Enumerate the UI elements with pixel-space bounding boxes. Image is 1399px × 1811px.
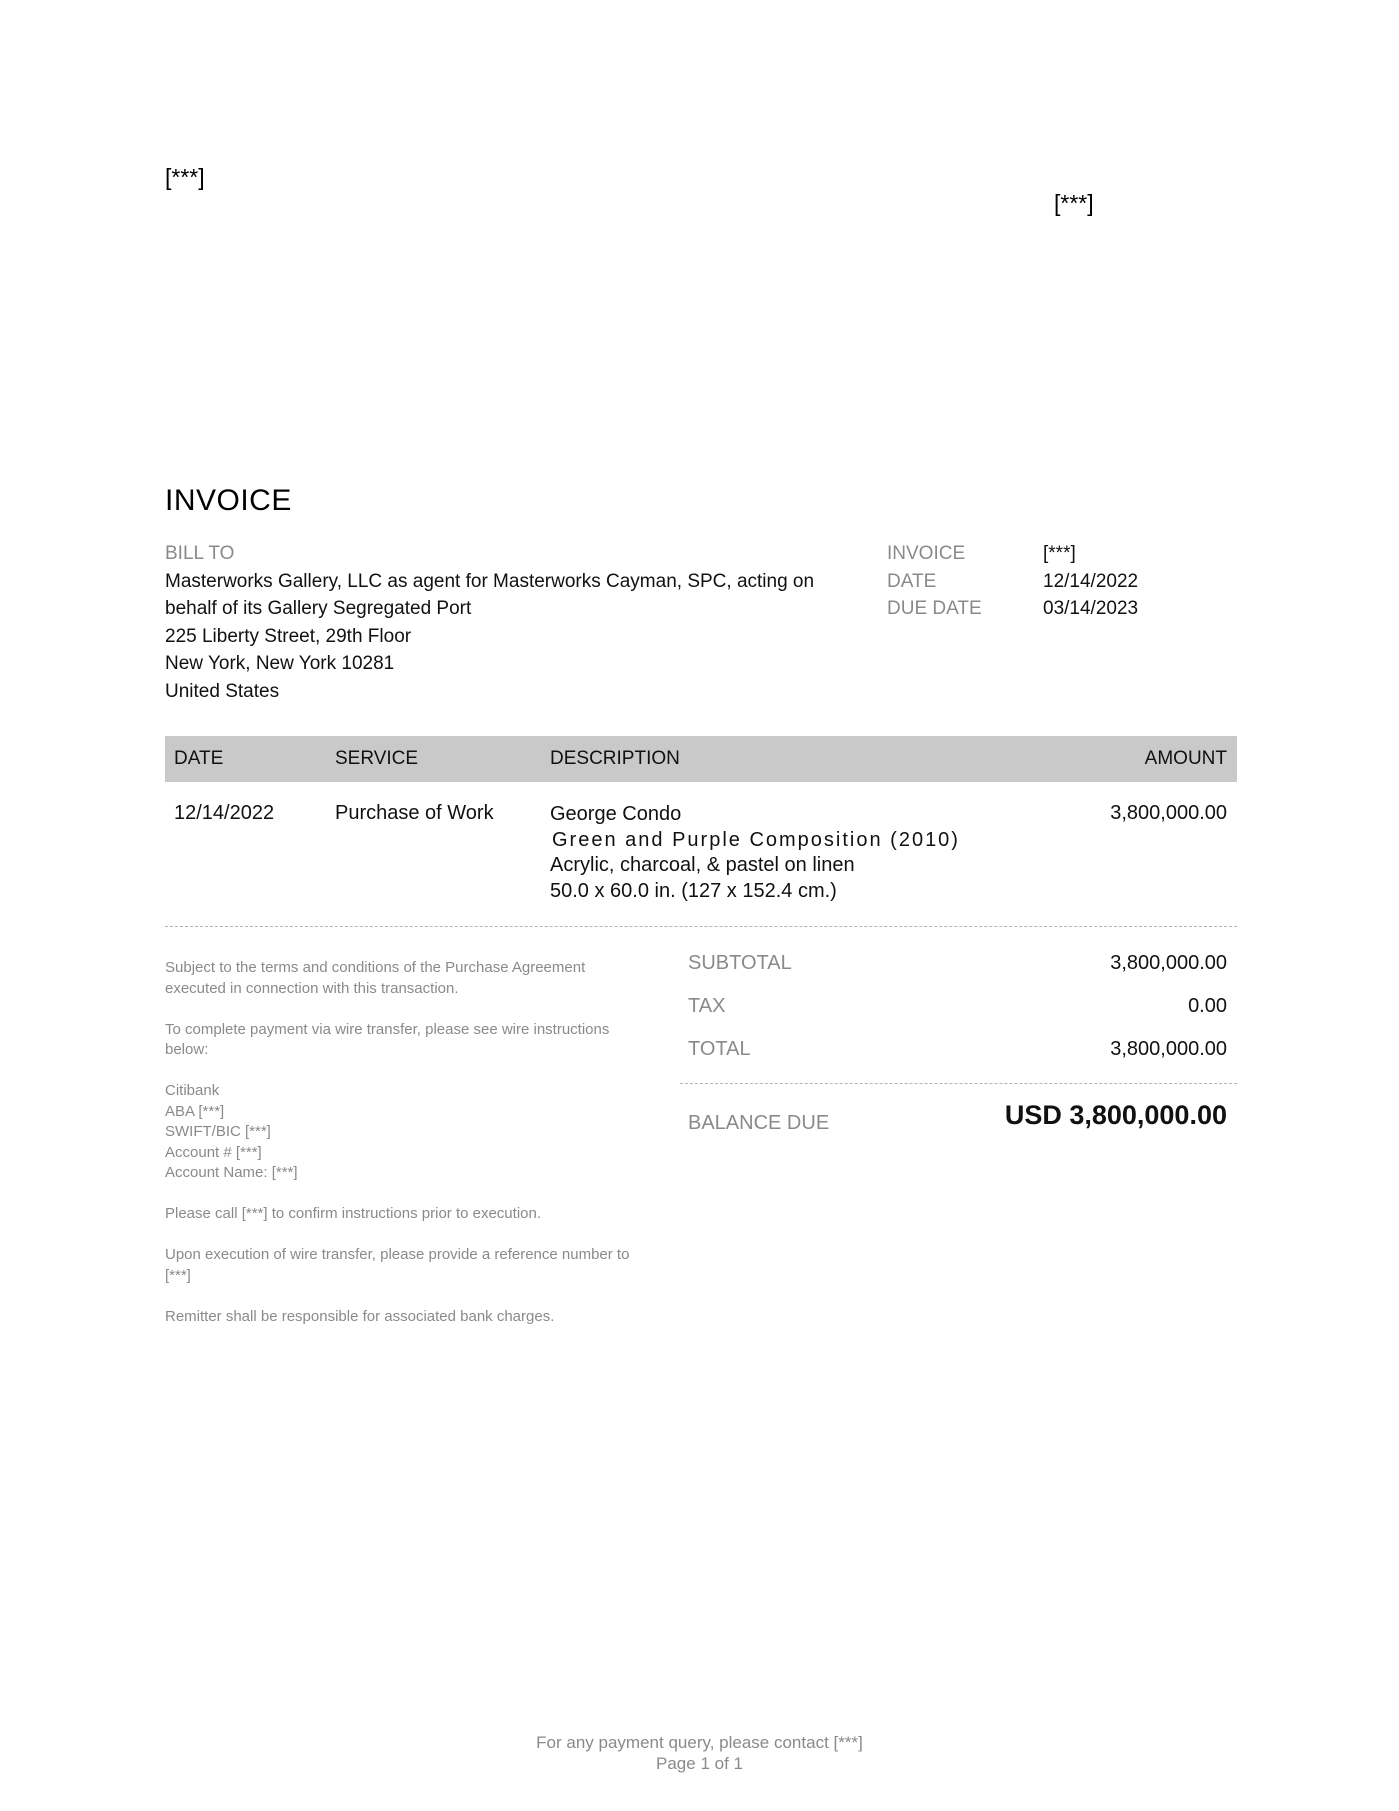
row-description [550, 802, 960, 904]
charges-note: Remitter shall be responsible for associated bank charges. [165, 1307, 555, 1325]
balance-due-row [688, 1100, 1237, 1140]
wire-instructions [165, 1081, 635, 1184]
meta-value: 03/14/2023 [1043, 598, 1139, 619]
row-date: 12/14/2022 [174, 802, 275, 824]
footer-contact: For any payment query, please contact [***] [536, 1733, 863, 1752]
subtotal-label: SUBTOTAL [688, 952, 792, 974]
meta-label: DUE DATE [887, 598, 982, 619]
total-label: TOTAL [688, 1038, 751, 1060]
wire-line: Account # [***] [165, 1143, 262, 1161]
line-items-table [165, 736, 1237, 927]
table-header [165, 736, 1237, 782]
description-dimensions: 50.0 x 60.0 in. (127 x 152.4 cm.) [550, 879, 837, 902]
tax-label: TAX [688, 995, 726, 1017]
meta-label: DATE [887, 570, 937, 592]
total-row [688, 1038, 1237, 1081]
footer-page-number: Page 1 of 1 [656, 1754, 743, 1773]
redacted-sender-block: [***] [165, 164, 205, 190]
description-medium: Acrylic, charcoal, & pastel on linen [550, 854, 855, 876]
reference-note: Upon execution of wire transfer, please provide a reference number to [***] [165, 1246, 630, 1284]
row-amount: 3,800,000.00 [1110, 802, 1227, 824]
bill-to-line: United States [165, 680, 280, 702]
wire-line: ABA [***] [165, 1102, 225, 1120]
wire-intro-note: To complete payment via wire transfer, please see wire instructions below: [165, 1020, 610, 1058]
total-value: 3,800,000.00 [1110, 1038, 1227, 1060]
wire-line: Account Name: [***] [165, 1164, 298, 1181]
header-description: DESCRIPTION [550, 748, 680, 769]
wire-line: Citibank [165, 1082, 220, 1099]
totals-section [688, 952, 1237, 1081]
tax-value: 0.00 [1188, 995, 1227, 1017]
wire-line: SWIFT/BIC [***] [165, 1123, 271, 1140]
balance-due-label: BALANCE DUE [688, 1112, 830, 1134]
redacted-logo-block: [***] [1054, 190, 1094, 216]
subtotal-row [688, 952, 1237, 995]
page-title: INVOICE [165, 484, 292, 517]
bill-to-line: New York, New York 10281 [165, 653, 395, 674]
meta-value: 12/14/2022 [1043, 570, 1139, 592]
header-amount: AMOUNT [1144, 748, 1227, 769]
bill-to-line: behalf of its Gallery Segregated Port [165, 598, 472, 619]
description-artist: George Condo [550, 803, 682, 825]
divider [680, 1083, 1237, 1084]
page-footer [0, 1732, 1399, 1774]
meta-row-date [887, 568, 1138, 596]
bill-to-section [165, 540, 845, 705]
row-service: Purchase of Work [335, 802, 494, 824]
bill-to-line: Masterworks Gallery, LLC as agent for Masterworks Cayman, SPC, acting on [165, 570, 815, 592]
bill-to-line: 225 Liberty Street, 29th Floor [165, 625, 412, 647]
meta-row-due-date [887, 595, 1138, 623]
header-date: DATE [174, 748, 224, 769]
description-title: Green and Purple Composition (2010) [552, 828, 960, 851]
invoice-meta [887, 540, 1138, 623]
divider [165, 926, 1237, 927]
subtotal-value: 3,800,000.00 [1110, 952, 1227, 974]
tax-row [688, 995, 1237, 1038]
meta-value: [***] [1043, 543, 1076, 564]
table-row [165, 782, 1237, 927]
call-note: Please call [***] to confirm instructions prior to execution. [165, 1205, 542, 1222]
meta-label: INVOICE [887, 543, 966, 564]
terms-note: Subject to the terms and conditions of the Purchase Agreement executed in connection with this transaction. [165, 959, 586, 997]
payment-notes [165, 958, 635, 1348]
meta-row-invoice [887, 540, 1138, 568]
bill-to-label: BILL TO [165, 543, 235, 564]
balance-due-value: USD 3,800,000.00 [1004, 1100, 1227, 1130]
header-service: SERVICE [335, 748, 419, 769]
